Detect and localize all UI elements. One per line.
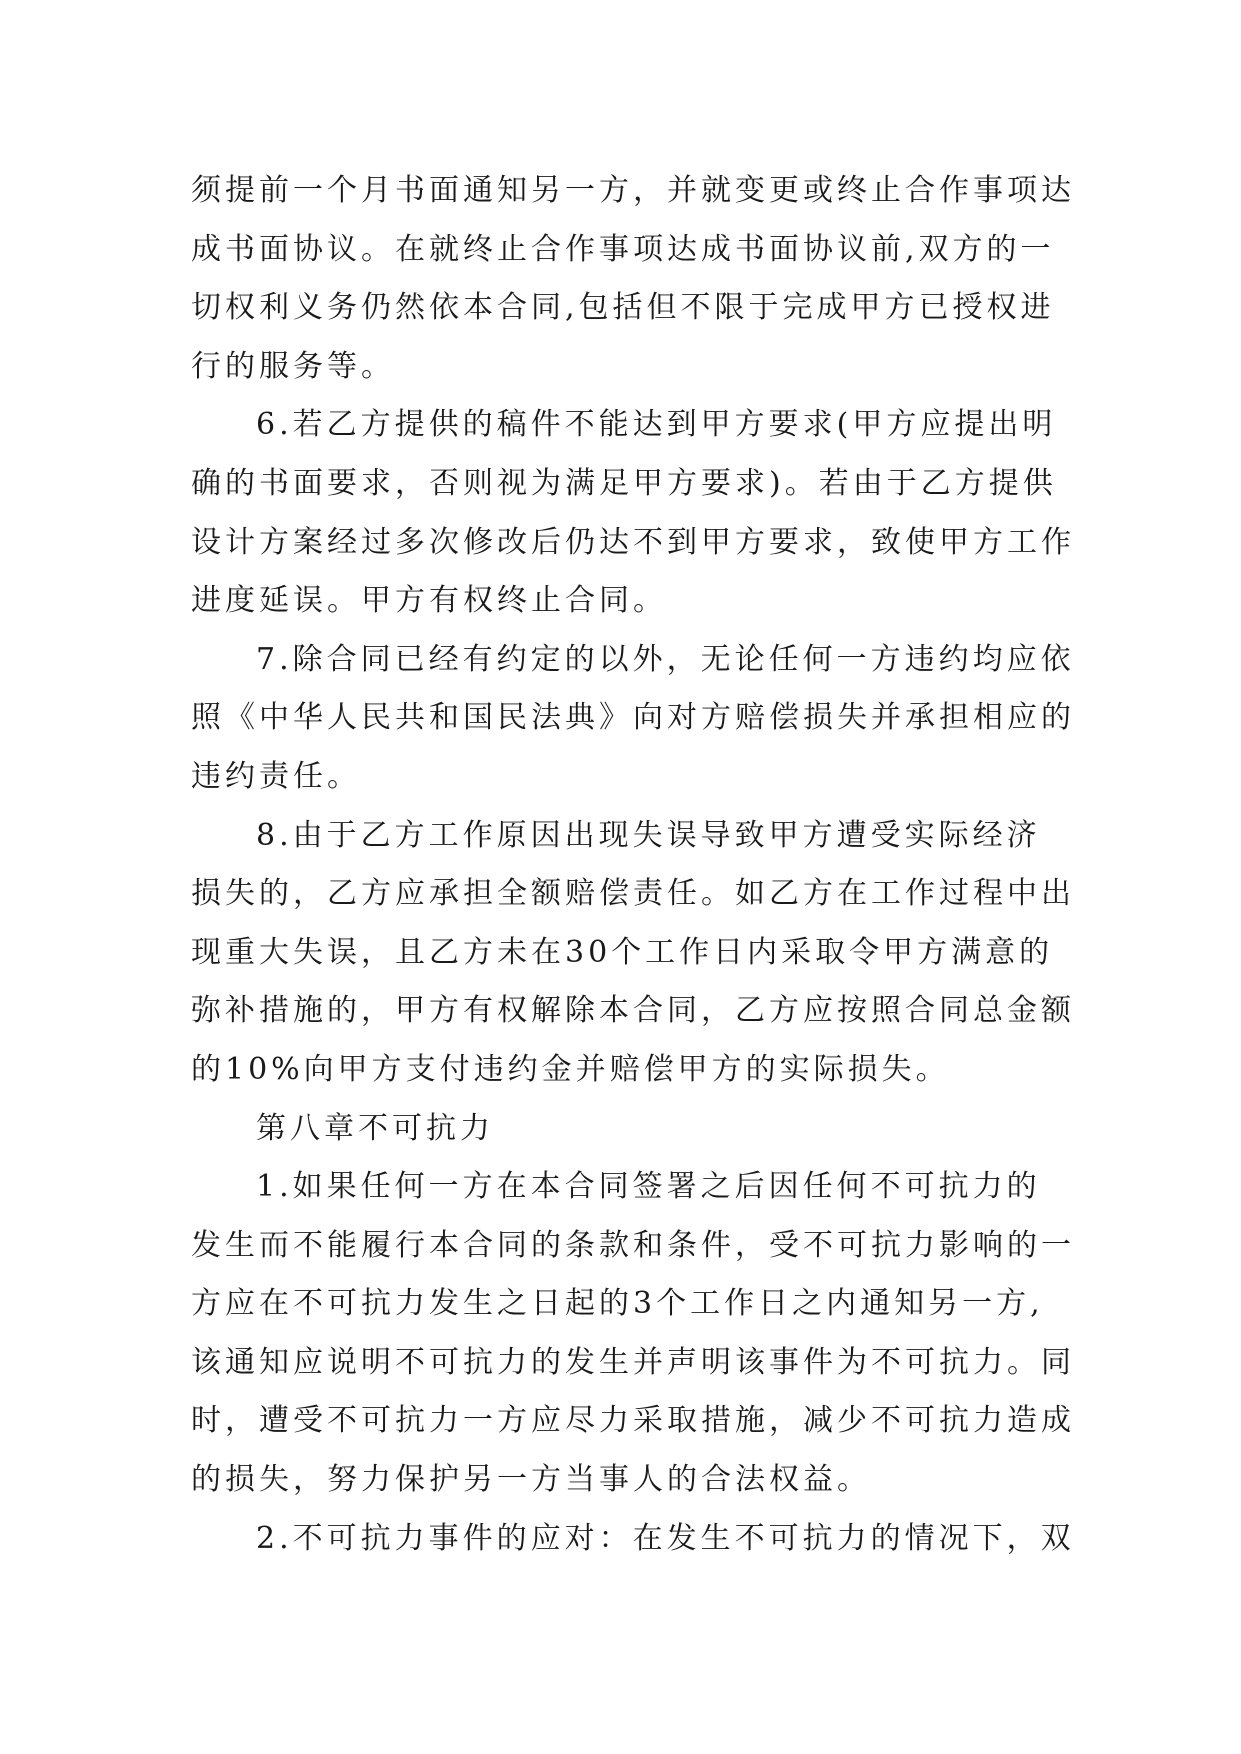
text-line: 违约责任。 (191, 758, 361, 794)
text-line: 第八章不可抗力 (256, 1110, 494, 1146)
text-line: 的损失，努力保护另一方当事人的合法权益。 (191, 1462, 871, 1498)
text-line: 发生而不能履行本合同的条款和条件，受不可抗力影响的一 (191, 1227, 1075, 1263)
text-line: 时，遭受不可抗力一方应尽力采取措施，减少不可抗力造成 (191, 1403, 1075, 1439)
text-line: 现重大失误，且乙方未在30个工作日内采取令甲方满意的 (191, 934, 1054, 970)
text-line: 进度延误。甲方有权终止合同。 (191, 583, 667, 619)
text-line: 2.不可抗力事件的应对：在发生不可抗力的情况下，双 (256, 1520, 1075, 1556)
text-line: 6.若乙方提供的稿件不能达到甲方要求(甲方应提出明 (256, 407, 1057, 443)
text-line: 须提前一个月书面通知另一方，并就变更或终止合作事项达 (191, 173, 1075, 208)
text-line: 方应在不可抗力发生之日起的3个工作日之内通知另一方, (191, 1286, 1044, 1322)
text-line: 弥补措施的，甲方有权解除本合同，乙方应按照合同总金额 (191, 993, 1075, 1029)
text-line: 8.由于乙方工作原因出现失误导致甲方遭受实际经济 (256, 817, 1041, 853)
text-line: 切权利义务仍然依本合同,包括但不限于完成甲方已授权进 (191, 290, 1055, 326)
text-line: 行的服务等。 (191, 348, 395, 384)
text-line: 的10%向甲方支付违约金并赔偿甲方的实际损失。 (191, 1051, 950, 1087)
text-line: 设计方案经过多次修改后仍达不到甲方要求，致使甲方工作 (191, 524, 1075, 560)
text-line: 成书面协议。在就终止合作事项达成书面协议前,双方的一 (191, 231, 1055, 267)
text-line: 1.如果任何一方在本合同签署之后因任何不可抗力的 (256, 1169, 1041, 1205)
text-line: 确的书面要求，否则视为满足甲方要求)。若由于乙方提供 (191, 465, 1057, 501)
text-line: 损失的，乙方应承担全额赔偿责任。如乙方在工作过程中出 (191, 876, 1075, 912)
text-line: 照《中华人民共和国民法典》向对方赔偿损失并承担相应的 (191, 700, 1075, 736)
text-line: 7.除合同已经有约定的以外，无论任何一方违约均应依 (256, 641, 1075, 677)
text-line: 该通知应说明不可抗力的发生并声明该事件为不可抗力。同 (191, 1344, 1075, 1380)
document-body (191, 162, 1075, 1568)
